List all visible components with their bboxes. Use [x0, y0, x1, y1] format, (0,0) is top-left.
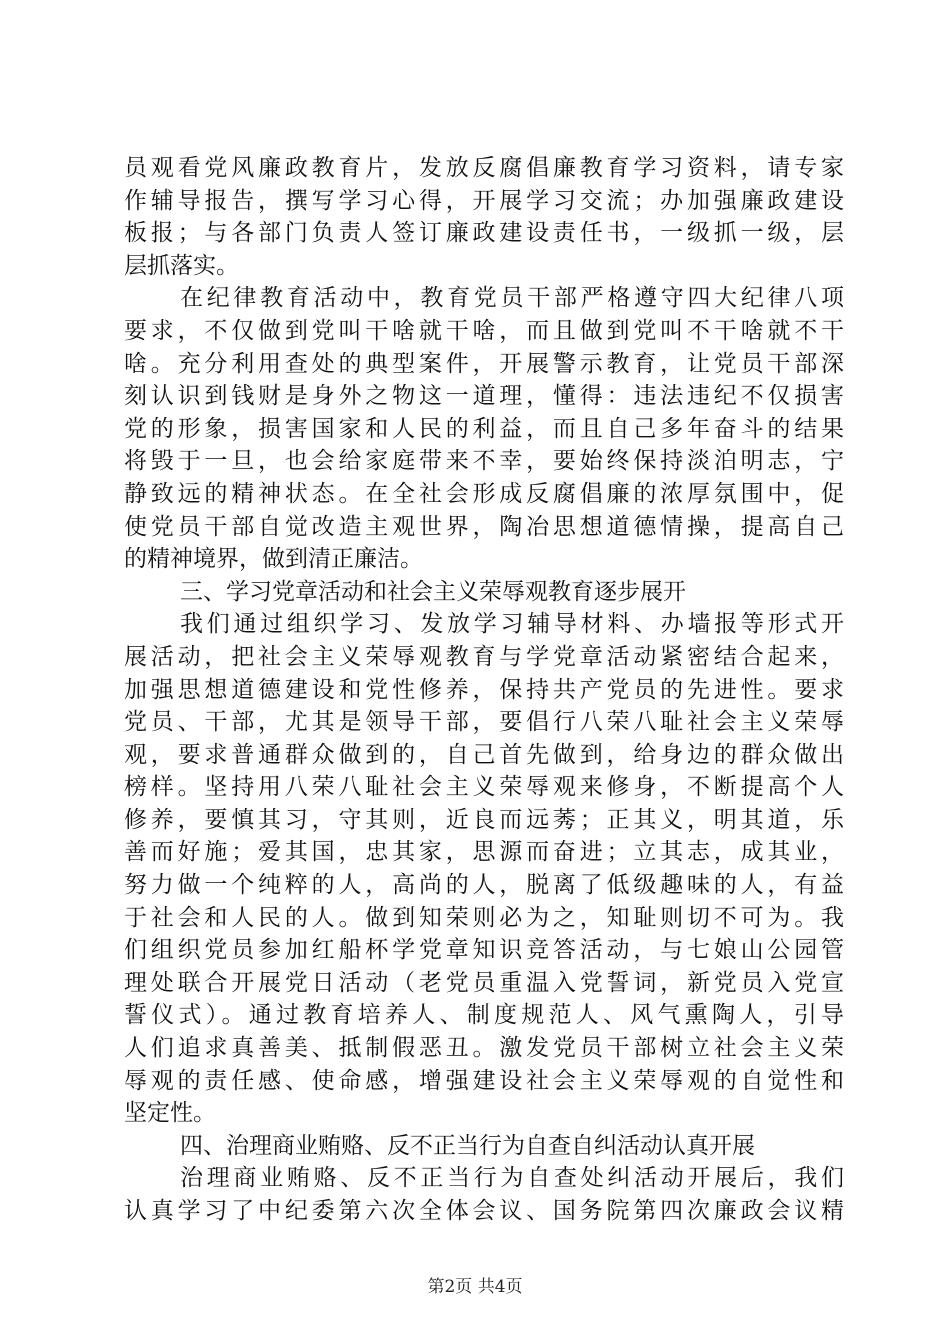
- text-line: 党员、干部，尤其是领导干部，要倡行八荣八耻社会主义荣辱: [124, 709, 844, 736]
- page-number: 第2页 共4页: [427, 1277, 523, 1297]
- text-line: 要求，不仅做到党叫干啥就干啥，而且做到党叫不干啥就不干: [124, 317, 844, 344]
- text-line: 坚定性。: [124, 1100, 216, 1127]
- text-line: 观，要求普通群众做到的，自己首先做到，给身边的群众做出: [124, 741, 844, 768]
- text-line: 理处联合开展党日活动（老党员重温入党誓词，新党员入党宣: [124, 969, 844, 996]
- text-line: 加强思想道德建设和党性修养，保持共产党员的先进性。要求: [124, 676, 844, 703]
- paragraph-start: 我们通过组织学习、发放学习辅导材料、办墙报等形式开: [180, 611, 844, 638]
- text-line: 们组织党员参加红船杯学党章知识竞答活动，与七娘山公园管: [124, 937, 844, 964]
- text-line: 于社会和人民的人。做到知荣则必为之，知耻则切不可为。我: [124, 904, 844, 931]
- text-line: 使党员干部自觉改造主观世界，陶冶思想道德情操，提高自己: [124, 513, 844, 540]
- text-line: 辱观的责任感、使命感，增强建设社会主义荣辱观的自觉性和: [124, 1067, 844, 1094]
- text-line: 作辅导报告，撰写学习心得，开展学习交流；办加强廉政建设: [124, 187, 844, 214]
- paragraph-start: 治理商业贿赂、反不正当行为自查处纠活动开展后，我们: [180, 1165, 844, 1192]
- text-line: 展活动，把社会主义荣辱观教育与学党章活动紧密结合起来，: [124, 643, 844, 670]
- text-line: 人们追求真善美、抵制假恶丑。激发党员干部树立社会主义荣: [124, 1035, 844, 1062]
- text-line: 层抓落实。: [124, 252, 239, 279]
- text-line: 将毁于一旦，也会给家庭带来不幸，要始终保持淡泊明志，宁: [124, 448, 844, 475]
- section-heading: 四、治理商业贿赂、反不正当行为自查自纠活动认真开展: [180, 1132, 755, 1159]
- text-line: 板报；与各部门负责人签订廉政建设责任书，一级抓一级，层: [124, 220, 844, 247]
- text-line: 认真学习了中纪委第六次全体会议、国务院第四次廉政会议精: [124, 1198, 844, 1224]
- text-line: 誓仪式）。通过教育培养人、制度规范人、风气熏陶人，引导: [124, 1002, 844, 1029]
- text-line: 努力做一个纯粹的人，高尚的人，脱离了低级趣味的人，有益: [124, 872, 844, 899]
- text-line: 修养，要慎其习，守其则，近良而远莠；正其义，明其道，乐: [124, 806, 844, 833]
- text-line: 啥。充分利用查处的典型案件，开展警示教育，让党员干部深: [124, 350, 844, 377]
- text-line: 的精神境界，做到清正廉洁。: [124, 546, 423, 573]
- text-line: 静致远的精神状态。在全社会形成反腐倡廉的浓厚氛围中，促: [124, 480, 844, 507]
- paragraph-start: 在纪律教育活动中，教育党员干部严格遵守四大纪律八项: [180, 285, 844, 312]
- page-footer: [0, 1272, 950, 1297]
- text-line: 榜样。坚持用八荣八耻社会主义荣辱观来修身，不断提高个人: [124, 774, 844, 801]
- text-line: 员观看党风廉政教育片，发放反腐倡廉教育学习资料，请专家: [124, 155, 844, 181]
- section-heading: 三、学习党章活动和社会主义荣辱观教育逐步展开: [180, 578, 686, 605]
- text-line: 刻认识到钱财是身外之物这一道理，懂得：违法违纪不仅损害: [124, 383, 844, 410]
- body-text: [124, 152, 844, 1228]
- text-line: 善而好施；爱其国，忠其家，思源而奋进；立其志，成其业，: [124, 839, 844, 866]
- text-line: 党的形象，损害国家和人民的利益，而且自己多年奋斗的结果: [124, 415, 844, 442]
